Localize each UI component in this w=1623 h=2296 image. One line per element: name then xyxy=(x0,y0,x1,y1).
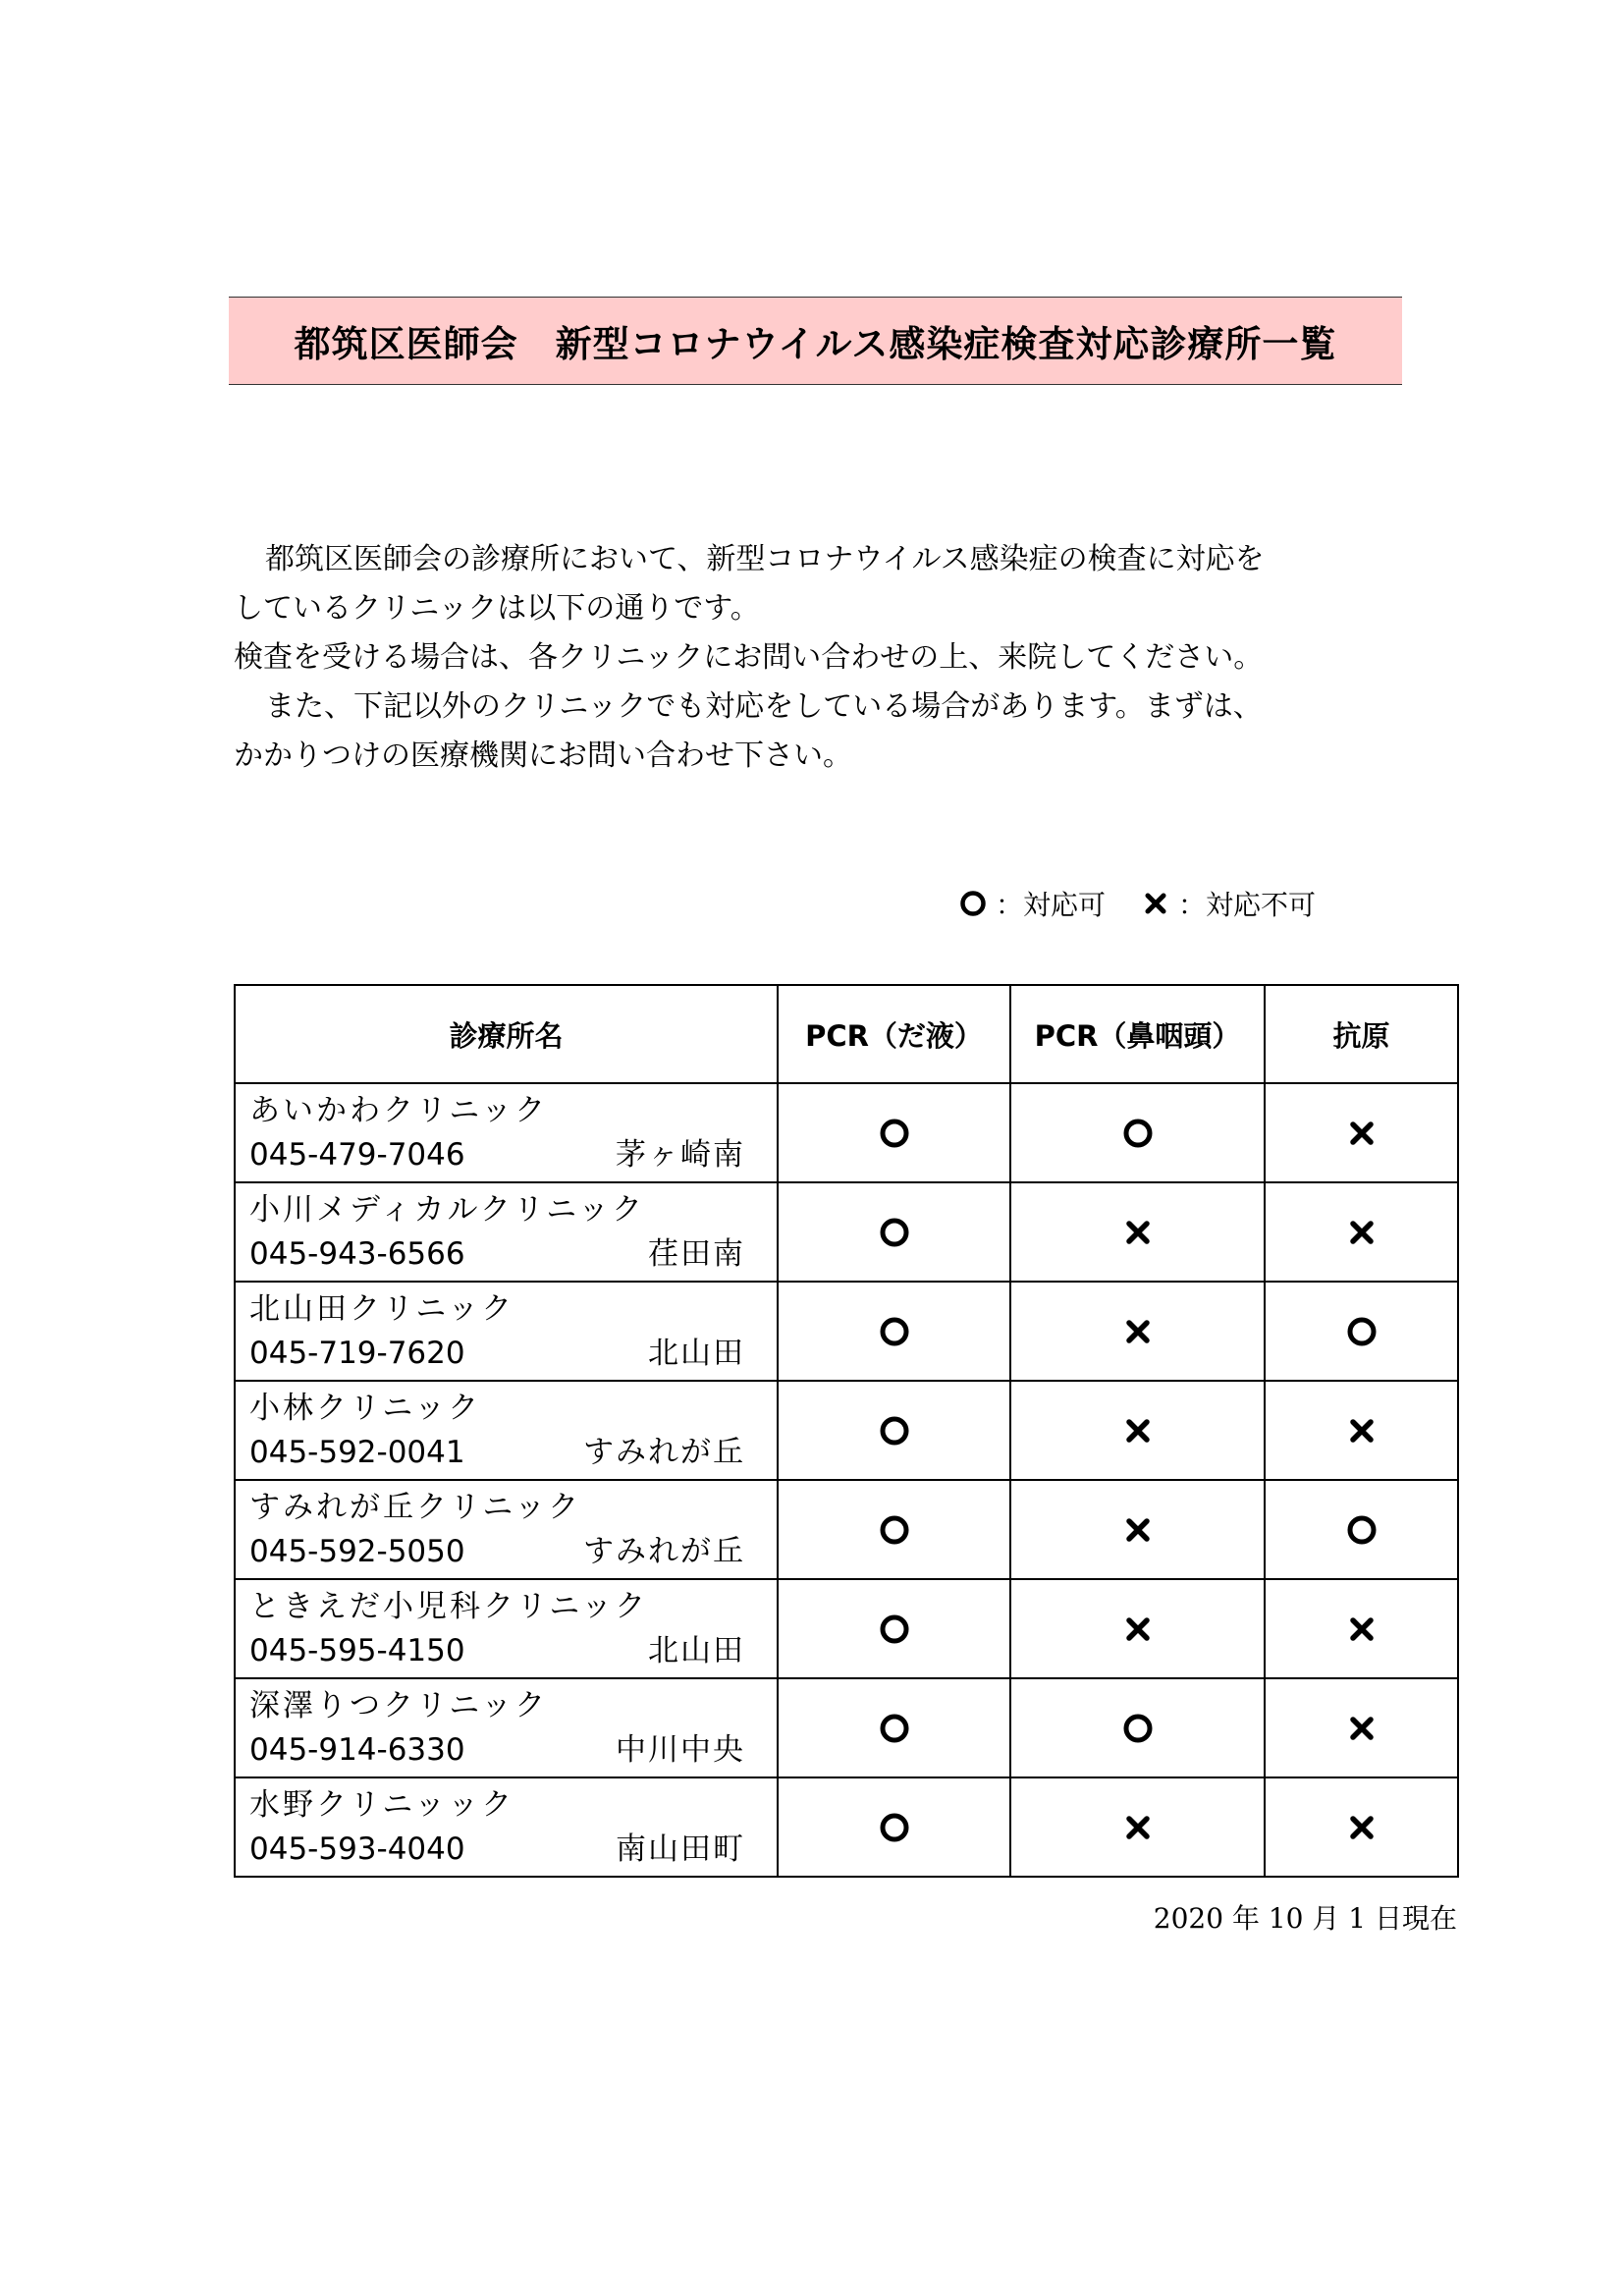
cross-icon xyxy=(1121,1613,1155,1646)
clinic-table xyxy=(234,984,1459,1878)
clinic-area: 北山田 xyxy=(648,1632,745,1668)
header-pcr-saliva: PCR（だ液） xyxy=(778,985,1010,1083)
pcr-saliva-cell xyxy=(778,1777,1010,1877)
clinic-name: あいかわクリニック xyxy=(249,1092,549,1128)
as-of-date: 2020 年 10 月 1 日現在 xyxy=(1153,1902,1457,1935)
header-pcr-nasal: PCR（鼻咽頭） xyxy=(1010,985,1265,1083)
antigen-cell xyxy=(1265,1182,1458,1282)
clinic-area: 北山田 xyxy=(648,1335,745,1371)
cross-icon xyxy=(1141,889,1170,918)
cross-icon xyxy=(1121,1513,1155,1547)
antigen-cell xyxy=(1265,1381,1458,1480)
clinic-contact xyxy=(249,1628,777,1673)
pcr-saliva-cell xyxy=(778,1083,1010,1182)
table-row xyxy=(235,1282,1458,1381)
pcr-saliva-cell xyxy=(778,1480,1010,1579)
pcr-nasal-cell xyxy=(1010,1777,1265,1877)
cross-icon xyxy=(1345,1216,1379,1249)
circle-icon xyxy=(1121,1117,1155,1150)
circle-icon xyxy=(878,1513,911,1547)
pcr-nasal-cell xyxy=(1010,1182,1265,1282)
clinic-contact xyxy=(249,1430,777,1475)
clinic-name: 小林クリニック xyxy=(249,1390,482,1426)
clinic-phone: 045-914-6330 xyxy=(249,1731,465,1768)
cross-icon xyxy=(1121,1216,1155,1249)
legend-ng-label: ：対応不可 xyxy=(1178,889,1317,921)
antigen-cell xyxy=(1265,1480,1458,1579)
clinic-contact xyxy=(249,1331,777,1376)
header-clinic-name: 診療所名 xyxy=(235,985,778,1083)
circle-icon xyxy=(878,1613,911,1646)
circle-icon xyxy=(878,1811,911,1844)
pcr-nasal-cell xyxy=(1010,1282,1265,1381)
cross-icon xyxy=(1345,1811,1379,1844)
pcr-nasal-cell xyxy=(1010,1678,1265,1777)
circle-icon xyxy=(1345,1315,1379,1348)
intro-line: 検査を受ける場合は、各クリニックにお問い合わせの上、来院してください。 xyxy=(234,640,1264,675)
table-row xyxy=(235,1678,1458,1777)
cross-icon xyxy=(1345,1117,1379,1150)
clinic-cell xyxy=(235,1678,778,1777)
circle-icon xyxy=(878,1315,911,1348)
intro-line: また、下記以外のクリニックでも対応をしている場合があります。まずは、 xyxy=(265,689,1263,724)
pcr-saliva-cell xyxy=(778,1282,1010,1381)
legend-ok-label: ：対応可 xyxy=(996,889,1107,921)
clinic-area: 茅ヶ崎南 xyxy=(616,1136,745,1173)
table-row xyxy=(235,1182,1458,1282)
clinic-contact xyxy=(249,1827,777,1872)
clinic-area: 南山田町 xyxy=(616,1831,745,1867)
clinic-cell xyxy=(235,1579,778,1678)
clinic-cell xyxy=(235,1282,778,1381)
circle-icon xyxy=(878,1712,911,1745)
clinic-phone: 045-943-6566 xyxy=(249,1235,465,1272)
clinic-cell xyxy=(235,1381,778,1480)
clinic-cell xyxy=(235,1480,778,1579)
table-row xyxy=(235,1777,1458,1877)
legend-ok xyxy=(958,884,1106,923)
pcr-nasal-cell xyxy=(1010,1381,1265,1480)
clinic-name: すみれが丘クリニック xyxy=(249,1489,582,1525)
antigen-cell xyxy=(1265,1083,1458,1182)
clinic-phone: 045-592-5050 xyxy=(249,1533,465,1569)
clinic-area: すみれが丘 xyxy=(583,1434,745,1470)
clinic-phone: 045-595-4150 xyxy=(249,1632,465,1668)
antigen-cell xyxy=(1265,1282,1458,1381)
clinic-name: 小川メディカルクリニック xyxy=(249,1191,646,1228)
clinic-contact xyxy=(249,1132,777,1177)
cross-icon xyxy=(1345,1414,1379,1448)
clinic-phone: 045-592-0041 xyxy=(249,1434,465,1470)
clinic-cell xyxy=(235,1777,778,1877)
cross-icon xyxy=(1121,1414,1155,1448)
clinic-contact xyxy=(249,1529,777,1574)
table-header-row xyxy=(235,985,1458,1083)
table-row xyxy=(235,1480,1458,1579)
pcr-nasal-cell xyxy=(1010,1579,1265,1678)
circle-icon xyxy=(878,1414,911,1448)
clinic-cell xyxy=(235,1182,778,1282)
clinic-area: すみれが丘 xyxy=(583,1533,745,1569)
antigen-cell xyxy=(1265,1678,1458,1777)
clinic-name: ときえだ小児科クリニック xyxy=(249,1588,649,1624)
clinic-phone: 045-593-4040 xyxy=(249,1831,465,1867)
clinic-contact xyxy=(249,1727,777,1773)
page-title: 都筑区医師会 新型コロナウイルス感染症検査対応診療所一覧 xyxy=(294,323,1337,365)
legend-ng xyxy=(1141,884,1316,923)
circle-icon xyxy=(1345,1513,1379,1547)
circle-icon xyxy=(958,889,988,918)
legend xyxy=(958,884,1316,923)
pcr-saliva-cell xyxy=(778,1579,1010,1678)
table-row xyxy=(235,1083,1458,1182)
clinic-cell xyxy=(235,1083,778,1182)
clinic-phone: 045-479-7046 xyxy=(249,1136,465,1173)
clinic-phone: 045-719-7620 xyxy=(249,1335,465,1371)
cross-icon xyxy=(1345,1613,1379,1646)
clinic-name: 深澤りつクリニック xyxy=(249,1687,549,1723)
cross-icon xyxy=(1121,1315,1155,1348)
antigen-cell xyxy=(1265,1579,1458,1678)
circle-icon xyxy=(1121,1712,1155,1745)
clinic-name: 水野クリニッック xyxy=(249,1786,515,1823)
table-row xyxy=(235,1381,1458,1480)
circle-icon xyxy=(878,1117,911,1150)
cross-icon xyxy=(1121,1811,1155,1844)
pcr-nasal-cell xyxy=(1010,1083,1265,1182)
pcr-saliva-cell xyxy=(778,1678,1010,1777)
intro-text xyxy=(234,535,1392,781)
intro-line: 都筑区医師会の診療所において、新型コロナウイルス感染症の検査に対応を xyxy=(265,542,1265,576)
antigen-cell xyxy=(1265,1777,1458,1877)
intro-line: しているクリニックは以下の通りです。 xyxy=(234,591,760,626)
table-row xyxy=(235,1579,1458,1678)
cross-icon xyxy=(1345,1712,1379,1745)
clinic-area: 中川中央 xyxy=(616,1731,745,1768)
pcr-saliva-cell xyxy=(778,1182,1010,1282)
circle-icon xyxy=(878,1216,911,1249)
clinic-name: 北山田クリニック xyxy=(249,1290,515,1327)
header-antigen: 抗原 xyxy=(1265,985,1458,1083)
clinic-contact xyxy=(249,1231,777,1277)
clinic-area: 荏田南 xyxy=(648,1235,745,1272)
intro-line: かかりつけの医療機関にお問い合わせ下さい。 xyxy=(234,738,852,773)
title-banner xyxy=(229,297,1402,385)
pcr-saliva-cell xyxy=(778,1381,1010,1480)
pcr-nasal-cell xyxy=(1010,1480,1265,1579)
